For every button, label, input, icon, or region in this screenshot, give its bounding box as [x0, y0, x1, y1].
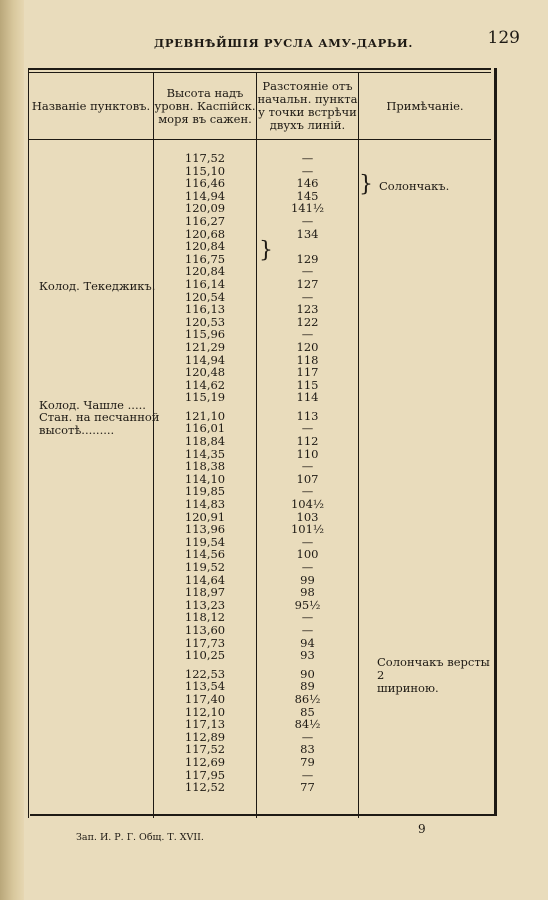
distance-cell: — — [301, 484, 314, 499]
height-cell: 119,54 — [184, 534, 226, 549]
distance-cell: 103 — [296, 509, 319, 524]
height-cell: 118,12 — [184, 610, 226, 625]
distance-cell: 145 — [296, 188, 319, 203]
height-cell: 113,60 — [184, 622, 226, 637]
distance-cell: — — [301, 264, 314, 279]
height-cell: 116,75 — [184, 251, 226, 266]
height-cell: 117,40 — [184, 691, 226, 706]
distance-cell: — — [301, 610, 314, 625]
distance-cell: 104½ — [290, 497, 325, 512]
table-right-rule — [494, 68, 497, 816]
distance-cell: 93 — [300, 648, 315, 663]
distance-cell: 94 — [300, 635, 315, 650]
distance-cell: 89 — [300, 679, 315, 694]
distance-cell: 101½ — [290, 522, 325, 537]
height-cell: 120,53 — [184, 314, 226, 329]
distance-cell: 134 — [296, 226, 319, 241]
height-cell: 113,54 — [184, 679, 226, 694]
distance-cell: 117 — [296, 365, 319, 380]
table-bottom-rule — [30, 814, 496, 816]
height-cell: 114,10 — [184, 471, 226, 486]
height-cell: 116,27 — [184, 213, 226, 228]
distance-cell: 118 — [296, 352, 319, 367]
brace-mark: } — [359, 172, 373, 197]
height-cell: 112,89 — [184, 729, 226, 744]
height-cell: 117,95 — [184, 767, 226, 782]
distance-cell: 100 — [296, 547, 319, 562]
distance-cell: — — [301, 560, 314, 574]
height-cell: 114,64 — [184, 572, 226, 587]
column-header-place-name: Названіе пунктовъ. — [31, 98, 151, 113]
signature-mark: 9 — [418, 822, 426, 836]
distance-cell: 86½ — [294, 691, 321, 706]
height-cell: 119,85 — [184, 484, 226, 499]
height-cell: 112,10 — [184, 704, 226, 719]
height-cell: 117,52 — [184, 151, 226, 165]
table-header — [29, 72, 491, 140]
column-header-distance: Разстояніе отъ начальн. пункта у точки встрѣчи двухъ линій. — [257, 79, 358, 132]
height-cell: 120,48 — [184, 365, 226, 380]
distance-cell: 146 — [296, 176, 319, 191]
height-cell: 117,52 — [184, 742, 226, 757]
distance-cell: 84½ — [294, 717, 321, 732]
height-cell: 118,97 — [184, 585, 226, 600]
column-header-height: Высота надъ уровн. Каспійск. моря въ сажен. — [154, 85, 256, 126]
distance-cell: 129 — [296, 251, 319, 266]
height-cell: 120,54 — [184, 289, 226, 304]
distance-cell: 90 — [300, 666, 315, 681]
publication-footer: Зап. И. Р. Г. Общ. Т. XVII. — [76, 832, 204, 843]
distance-cell: 79 — [300, 754, 315, 769]
note-solonchak-width: Солончакъ версты 2 шириною. — [377, 655, 490, 695]
height-cell: 113,96 — [184, 522, 226, 537]
height-cell: 114,83 — [184, 497, 226, 512]
note-solonchak: Солончакъ. — [379, 179, 450, 193]
distance-cell: 113 — [296, 408, 319, 423]
brace-mark: } — [259, 238, 273, 263]
distance-cell: 98 — [300, 585, 315, 600]
elevation-table — [28, 68, 491, 818]
height-cell: 120,91 — [184, 509, 226, 524]
height-cell: 115,19 — [184, 390, 226, 405]
height-cell: 117,73 — [184, 635, 226, 650]
height-cell: 116,13 — [184, 302, 226, 317]
distance-cell: 99 — [300, 572, 315, 587]
distance-cell: — — [301, 622, 314, 637]
height-cell: 120,84 — [184, 239, 226, 254]
distance-cell: 77 — [300, 780, 315, 795]
page-binding-edge — [0, 0, 24, 900]
page-number: 129 — [487, 28, 520, 48]
height-cell: 119,52 — [184, 560, 226, 574]
distance-cell: — — [301, 151, 314, 165]
height-cell: 112,52 — [184, 780, 226, 795]
height-cell: 117,13 — [184, 717, 226, 732]
height-cell: 114,94 — [184, 188, 226, 203]
distance-cell: 123 — [296, 302, 319, 317]
height-cell: 115,96 — [184, 327, 226, 342]
distance-cell: — — [301, 534, 314, 549]
height-cell: 114,94 — [184, 352, 226, 367]
running-title: ДРЕВНѢЙШІЯ РУСЛА АМУ-ДАРЬИ. — [154, 36, 413, 50]
height-cell: 114,35 — [184, 446, 226, 461]
distance-cell: — — [301, 729, 314, 744]
distance-cell: — — [301, 327, 314, 342]
height-cell: 118,38 — [184, 459, 226, 474]
distance-cell: 85 — [300, 704, 315, 719]
distance-cell: 114 — [296, 390, 319, 405]
distance-cell: 107 — [296, 471, 319, 486]
distance-cell: — — [301, 767, 314, 782]
height-cell: 120,84 — [184, 264, 226, 279]
distance-cell: 95½ — [294, 597, 321, 612]
distance-cell: 127 — [296, 276, 319, 291]
distance-cell: — — [301, 289, 314, 304]
height-cell: 114,56 — [184, 547, 226, 562]
height-cell: 116,46 — [184, 176, 226, 191]
distance-cell: 110 — [296, 446, 319, 461]
place-name-tekedzhik: Колод. Текеджикъ. — [39, 279, 156, 293]
height-cell: 120,09 — [184, 201, 226, 216]
distance-cell: — — [301, 459, 314, 474]
height-cell: 120,68 — [184, 226, 226, 241]
distance-cell: 112 — [296, 434, 319, 449]
height-cell: 115,10 — [184, 163, 226, 178]
place-name-chashle: Колод. Чашле ..... — [39, 398, 146, 412]
height-cell: 110,25 — [184, 648, 226, 663]
height-cell: 122,53 — [184, 666, 226, 681]
height-cell: 116,14 — [184, 276, 226, 291]
distance-cell: 122 — [296, 314, 319, 329]
height-cell: 118,84 — [184, 434, 226, 449]
height-cell: 113,23 — [184, 597, 226, 612]
height-cell: 121,29 — [184, 339, 226, 354]
distance-cell: 141½ — [290, 201, 325, 216]
height-cell: 121,10 — [184, 408, 226, 423]
place-name-sand-height-camp: Стан. на песчанной высотѣ......... — [39, 410, 160, 437]
height-cell: 114,62 — [184, 377, 226, 392]
column-header-note: Примѣчаніе. — [386, 98, 464, 113]
distance-cell: 115 — [296, 377, 319, 392]
distance-cell: 83 — [300, 742, 315, 757]
page-header — [30, 28, 530, 54]
distance-cell: — — [301, 421, 314, 436]
distance-cell: — — [301, 163, 314, 178]
distance-cell: — — [301, 213, 314, 228]
distance-cell: 120 — [296, 339, 319, 354]
height-column — [154, 152, 256, 794]
height-cell: 116,01 — [184, 421, 226, 436]
height-cell: 112,69 — [184, 754, 226, 769]
